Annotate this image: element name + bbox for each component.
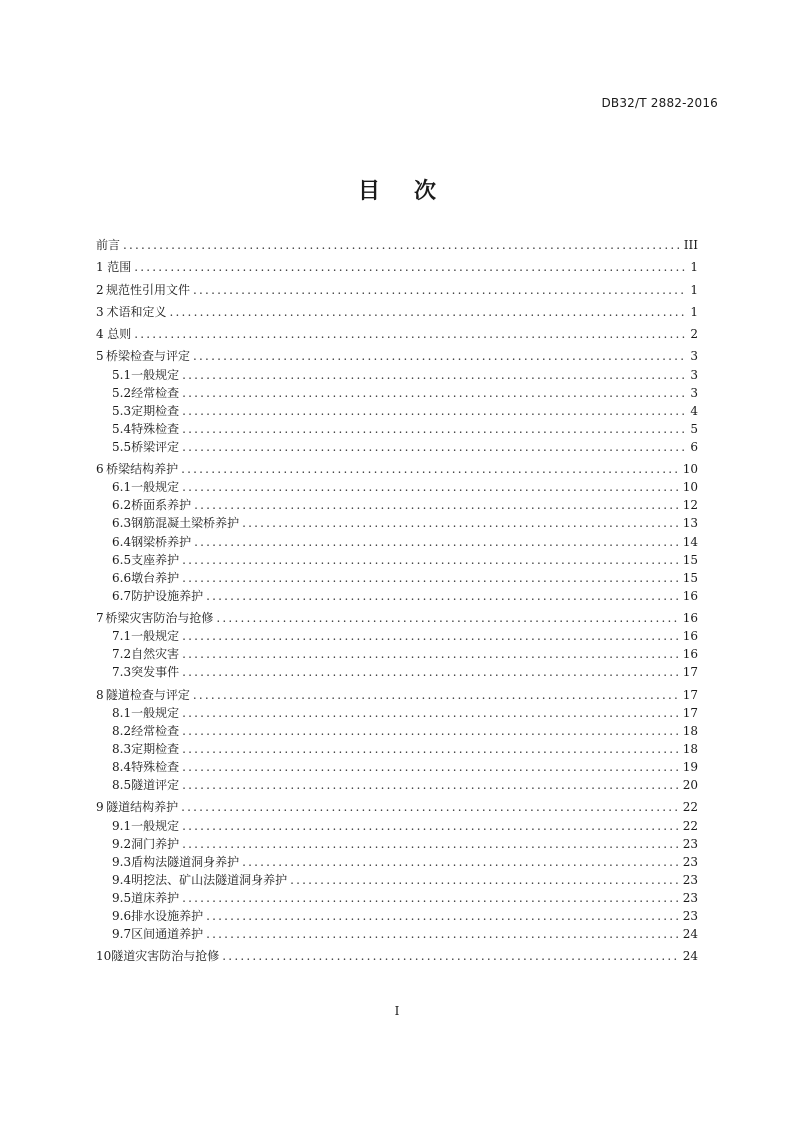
toc-entry-number: 9.5 [112,890,132,905]
toc-entry-page: 22 [682,800,698,815]
toc-leader-dots [182,384,687,402]
page-title [0,174,794,205]
toc-leader-dots [182,663,680,681]
toc-entry-page: 1 [690,282,698,297]
toc-leader-dots [182,835,680,853]
toc-entry[interactable] [96,460,698,478]
toc-entry-label: 一般规定 [131,480,180,495]
toc-leader-dots [181,798,680,816]
toc-entry-label: 隧道检查与评定 [105,687,190,702]
toc-entry-label: 经常检查 [131,723,180,738]
toc-leader-dots [181,460,680,478]
toc-entry-number: 7.1 [112,629,132,644]
toc-leader-dots [216,609,679,627]
toc-entry-label: 防护设施养护 [131,588,204,603]
toc-entry[interactable] [96,817,698,835]
toc-entry-number: 7 [96,611,104,626]
toc-leader-dots [194,496,680,514]
toc-leader-dots [134,258,687,276]
toc-entry-number: 9.6 [112,908,132,923]
toc-leader-dots [182,740,680,758]
toc-entry-page: 23 [682,836,698,851]
toc-entry-number: 9.7 [112,927,132,942]
toc-entry-page: 23 [682,872,698,887]
toc-entry[interactable] [96,438,698,456]
toc-entry-number: 6.4 [112,534,132,549]
toc-entry-label: 总则 [107,327,132,342]
toc-entry[interactable] [96,835,698,853]
toc-entry[interactable] [96,722,698,740]
toc-entry-number: 9.2 [112,836,132,851]
toc-entry-label: 桥梁检查与评定 [106,349,191,364]
toc-entry[interactable] [96,478,698,496]
toc-entry[interactable] [96,889,698,907]
toc-entry[interactable] [96,514,698,532]
toc-entry-label: 桥梁灾害防治与抢修 [105,611,214,626]
toc-entry-label: 规范性引用文件 [106,282,191,297]
toc-entry-number: 9 [96,800,104,815]
toc-entry-number: 9.4 [112,872,132,887]
toc-entry[interactable] [96,366,698,384]
toc-entry-number: 6.1 [112,480,132,495]
toc-entry-number: 6.2 [112,498,132,513]
toc-entry[interactable] [96,740,698,758]
toc-entry[interactable] [96,798,698,816]
toc-entry-label: 洞门养护 [131,836,180,851]
toc-leader-dots [206,925,680,943]
toc-entry-label: 区间通道养护 [131,927,204,942]
toc-entry-page: 23 [682,890,698,905]
toc-entry-page: 17 [682,705,698,720]
toc-entry-number: 8.1 [112,705,132,720]
toc-leader-dots [206,907,680,925]
toc-entry-page: 14 [682,534,698,549]
toc-leader-dots [194,533,680,551]
toc-entry-page: 16 [682,588,698,603]
toc-entry[interactable] [96,645,698,663]
toc-entry-page: 22 [682,818,698,833]
toc-entry-label: 特殊检查 [131,421,180,436]
toc-leader-dots [182,776,680,794]
toc-entry-label: 特殊检查 [131,760,180,775]
toc-entry-label: 墩台养护 [131,570,180,585]
toc-entry-number: 6.5 [112,552,132,567]
footer-page-number: I [394,1004,400,1018]
toc-entry-label: 一般规定 [131,367,180,382]
toc-leader-dots [290,871,680,889]
toc-entry-label: 一般规定 [131,705,180,720]
toc-leader-dots [242,514,680,532]
toc-entry-label: 定期检查 [131,741,180,756]
toc-entry-label: 范围 [107,260,132,275]
toc-leader-dots [182,420,687,438]
toc-entry-number: 6 [96,462,104,477]
toc-entry-label: 隧道评定 [131,778,180,793]
toc-entry-number: 5.2 [112,385,132,400]
toc-entry[interactable] [96,569,698,587]
toc-entry-label: 排水设施养护 [131,908,204,923]
toc-entry-number: 1 [96,260,104,275]
toc-entry[interactable] [96,627,698,645]
toc-entry-page: 10 [682,480,698,495]
toc-entry-label: 支座养护 [131,552,180,567]
toc-entry-label: 道床养护 [131,890,180,905]
toc-entry-label: 一般规定 [131,818,180,833]
toc-leader-dots [193,686,680,704]
toc-entry-number: 5.3 [112,403,132,418]
toc-entry-page: 3 [690,385,698,400]
toc-entry-label: 一般规定 [131,629,180,644]
toc-entry-page: 15 [682,552,698,567]
toc-entry-page: 24 [682,927,698,942]
toc-entry-number: 5.5 [112,439,132,454]
toc-leader-dots [222,947,679,965]
toc-entry-number: 3 [96,304,104,319]
toc-entry-page: 12 [682,498,698,513]
toc-entry-label: 定期检查 [131,403,180,418]
toc-entry-page: 17 [682,665,698,680]
toc-entry[interactable] [96,347,698,365]
toc-entry[interactable] [96,236,698,254]
toc-leader-dots [193,347,687,365]
toc-entry[interactable] [96,402,698,420]
toc-leader-dots [123,236,681,254]
toc-entry-number: 5.4 [112,421,132,436]
toc-leader-dots [182,722,680,740]
toc-entry-label: 隧道灾害防治与抢修 [111,949,220,964]
toc-entry[interactable] [96,496,698,514]
document-code: DB32/T 2882-2016 [601,96,718,110]
toc-entry[interactable] [96,587,698,605]
toc-entry-label: 隧道结构养护 [106,800,179,815]
toc-leader-dots [182,758,680,776]
toc-entry-number: 9.3 [112,854,132,869]
toc-entry[interactable] [96,420,698,438]
toc-leader-dots [182,478,680,496]
toc-entry[interactable] [96,853,698,871]
toc-entry-page: 18 [682,723,698,738]
toc-entry-page: 1 [690,304,698,319]
toc-entry-page: 3 [690,349,698,364]
toc-entry-page: 17 [682,687,698,702]
toc-entry-number: 7.2 [112,647,132,662]
toc-entry-page: 23 [682,854,698,869]
toc-entry-number: 8 [96,687,104,702]
toc-entry-number: 6.6 [112,570,132,585]
toc-entry[interactable] [96,925,698,943]
toc-entry-page: 2 [690,327,698,342]
toc-entry-label: 钢梁桥养护 [131,534,192,549]
toc-entry[interactable] [96,776,698,794]
toc-entry[interactable] [96,609,698,627]
toc-entry-number: 10 [96,949,112,964]
toc-entry[interactable] [96,533,698,551]
toc-entry[interactable] [96,686,698,704]
toc-entry-page: 3 [690,367,698,382]
toc-leader-dots [182,817,680,835]
toc-entry-page: 16 [682,629,698,644]
toc-entry-label: 经常检查 [131,385,180,400]
toc-entry-number: 8.4 [112,760,132,775]
toc-entry[interactable] [96,663,698,681]
toc-entry-number: 5 [96,349,104,364]
toc-entry-number: 2 [96,282,104,297]
toc-entry-label: 桥面系养护 [131,498,192,513]
toc-leader-dots [182,551,680,569]
toc-entry-page: 13 [682,516,698,531]
toc-leader-dots [182,889,680,907]
toc-leader-dots [242,853,680,871]
toc-entry[interactable] [96,871,698,889]
toc-entry-page: 16 [682,647,698,662]
toc-entry[interactable] [96,281,698,299]
toc-entry-label: 术语和定义 [106,304,167,319]
toc-leader-dots [182,438,687,456]
toc-entry-label: 突发事件 [131,665,180,680]
toc-entry-label: 明挖法、矿山法隧道洞身养护 [131,872,288,887]
toc-leader-dots [206,587,680,605]
toc-entry-number: 9.1 [112,818,132,833]
toc-leader-dots [182,569,680,587]
toc-entry[interactable] [96,325,698,343]
toc-entry-number: 8.2 [112,723,132,738]
toc-entry[interactable] [96,551,698,569]
toc-leader-dots [182,366,687,384]
toc-entry-number: 8.3 [112,741,132,756]
toc-entry[interactable] [96,303,698,321]
toc-entry-label: 前言 [96,238,121,252]
toc-entry-number: 6.7 [112,588,132,603]
toc-entry-page: 1 [690,260,698,275]
toc-entry-page: 5 [690,421,698,436]
title-char-2: 次 [414,178,437,204]
toc-entry-number: 4 [96,327,104,342]
toc-entry-label: 钢筋混凝土梁桥养护 [131,516,240,531]
toc-entry-number: 5.1 [112,367,132,382]
toc-entry-page: 20 [682,778,698,793]
table-of-contents [96,236,698,965]
toc-entry-label: 盾构法隧道洞身养护 [131,854,240,869]
toc-entry[interactable] [96,947,698,965]
toc-leader-dots [182,627,680,645]
toc-entry[interactable] [96,907,698,925]
title-char-1: 目 [357,178,380,204]
toc-entry-number: 7.3 [112,665,132,680]
toc-entry[interactable] [96,704,698,722]
toc-entry-page: 23 [682,908,698,923]
toc-entry-page: 6 [690,439,698,454]
toc-entry[interactable] [96,758,698,776]
toc-entry-number: 8.5 [112,778,132,793]
toc-entry[interactable] [96,258,698,276]
toc-leader-dots [182,645,680,663]
toc-leader-dots [134,325,687,343]
toc-entry-page: 24 [682,949,698,964]
toc-entry-page: 18 [682,741,698,756]
toc-leader-dots [182,402,687,420]
toc-entry[interactable] [96,384,698,402]
toc-entry-number: 6.3 [112,516,132,531]
toc-entry-page: 15 [682,570,698,585]
toc-leader-dots [193,281,687,299]
toc-entry-page: 10 [682,462,698,477]
toc-entry-label: 桥梁结构养护 [106,462,179,477]
toc-leader-dots [182,704,680,722]
toc-leader-dots [170,303,688,321]
toc-entry-label: 桥梁评定 [131,439,180,454]
toc-entry-page: 16 [682,611,698,626]
toc-entry-page: III [683,238,698,252]
toc-entry-page: 4 [690,403,698,418]
toc-entry-label: 自然灾害 [131,647,180,662]
toc-entry-page: 19 [682,760,698,775]
